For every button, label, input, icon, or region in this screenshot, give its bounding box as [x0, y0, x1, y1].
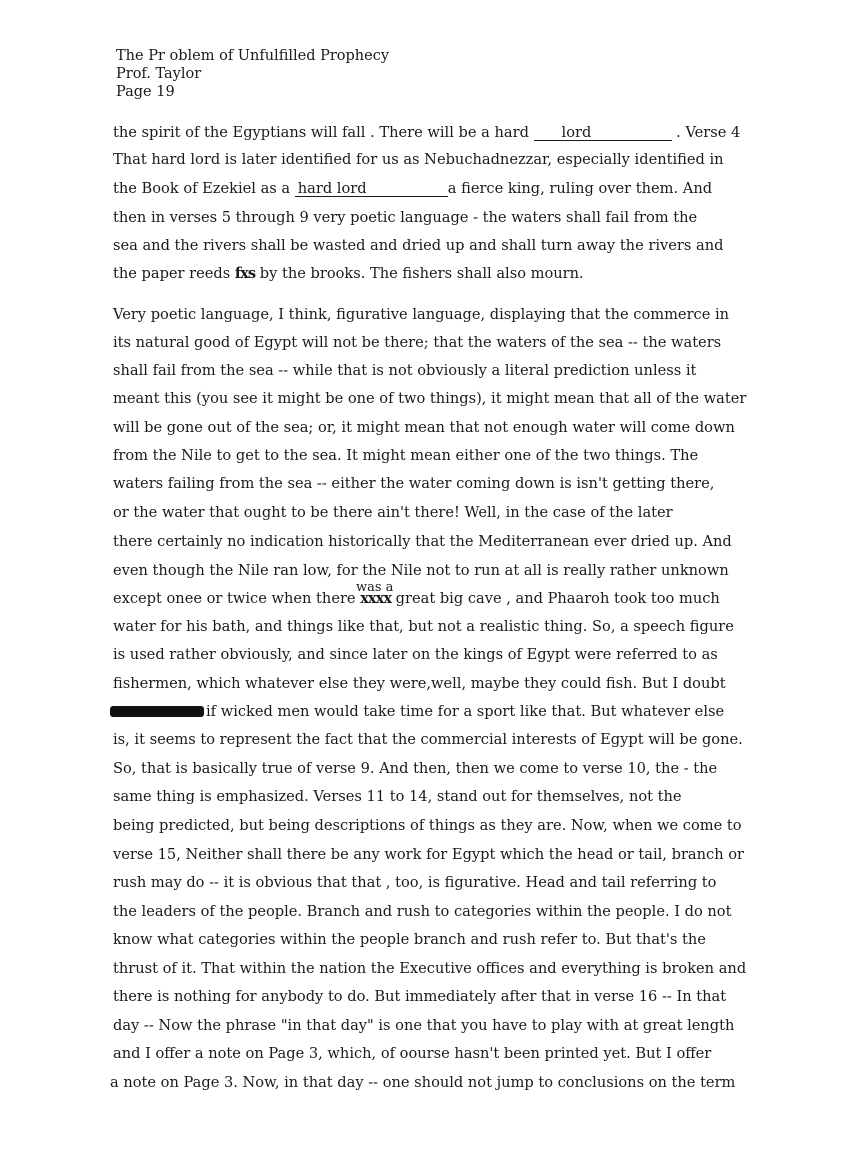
author-name: Prof. Taylor: [116, 66, 202, 82]
text-line: shall fail from the sea -- while that is not obviously a literal prediction unless it: [113, 362, 697, 379]
text-line: there certainly no indication historically that the Mediterranean ever dried up. And: [113, 533, 732, 550]
text-line: So, that is basically true of verse 9. And then, then we come to verse 10, the - the: [113, 760, 718, 777]
text-line: waters failing from the sea -- either the water coming down is isn't getting there,: [113, 475, 715, 492]
text-segment: great big cave , and Phaaroh took too much: [391, 590, 720, 607]
text-segment: the paper reeds: [113, 265, 235, 282]
text-line: is used rather obviously, and since later on the kings of Egypt were referred to as: [113, 646, 718, 663]
text-line: meant this (you see it might be one of two things), it might mean that all of the water: [113, 390, 747, 407]
text-line: verse 15, Neither shall there be any work for Egypt which the head or tail, branch or: [113, 846, 744, 863]
fill-in-blank: hard lord: [295, 181, 448, 197]
text-line: [113, 124, 740, 142]
text-segment: . Verse 4: [671, 124, 741, 141]
text-line: even though the Nile ran low, for the Nile not to run at all is really rather unknown: [113, 562, 729, 579]
text-line: [113, 180, 712, 198]
page-number: Page 19: [116, 84, 175, 100]
text-line: or the water that ought to be there ain't there! Well, in the case of the later: [113, 504, 673, 521]
text-line: same thing is emphasized. Verses 11 to 14, stand out for themselves, not the: [113, 788, 682, 805]
text-line: from the Nile to get to the sea. It might mean either one of the two things. The: [113, 447, 699, 464]
page-header: [116, 47, 389, 101]
text-line: is, it seems to represent the fact that the commercial interests of Egypt will be gone.: [113, 731, 743, 748]
text-line: [110, 703, 724, 721]
handwritten-insertion: was a: [356, 580, 394, 595]
redaction-mark: [110, 706, 204, 717]
text-line: sea and the rivers shall be wasted and dried up and shall turn away the rivers and: [113, 237, 724, 254]
text-segment: except onee or twice when there: [113, 590, 361, 607]
text-line: Very poetic language, I think, figurative language, displaying that the commerce in: [113, 306, 730, 323]
text-line: That hard lord is later identified for us as Nebuchadnezzar, especially identified in: [113, 151, 724, 168]
text-line: being predicted, but being descriptions of things as they are. Now, when we come to: [113, 817, 742, 834]
text-line: fishermen, which whatever else they were,well, maybe they could fish. But I doubt: [113, 675, 726, 692]
fill-in-blank: lord: [534, 125, 672, 141]
text-line: a note on Page 3. Now, in that day -- one should not jump to conclusions on the term: [110, 1074, 736, 1091]
text-line: water for his bath, and things like that, but not a realistic thing. So, a speech figure: [113, 618, 734, 635]
text-line: will be gone out of the sea; or, it might mean that not enough water will come down: [113, 419, 735, 436]
text-line: [113, 580, 720, 608]
text-line: the leaders of the people. Branch and rush to categories within the people. I do not: [113, 903, 732, 920]
text-line: thrust of it. That within the nation the Executive offices and everything is broken and: [113, 960, 747, 977]
text-segment: by the brooks. The fishers shall also mourn.: [255, 265, 584, 282]
text-line: its natural good of Egypt will not be there; that the waters of the sea -- the waters: [113, 334, 722, 351]
text-segment: the spirit of the Egyptians will fall . There will be a hard: [113, 124, 534, 141]
text-line: then in verses 5 through 9 very poetic language - the waters shall fail from the: [113, 209, 698, 226]
struck-out-text: fxs: [234, 265, 256, 282]
text-segment: the Book of Ezekiel as a: [113, 180, 295, 197]
text-line: rush may do -- it is obvious that that , too, is figurative. Head and tail referring to: [113, 874, 717, 891]
text-line: know what categories within the people branch and rush refer to. But that's the: [113, 931, 706, 948]
struck-out-text: xxxx: [360, 590, 392, 607]
document-title: The Pr oblem of Unfulfilled Prophecy: [116, 48, 390, 64]
text-line: there is nothing for anybody to do. But immediately after that in verse 16 -- In that: [113, 988, 727, 1005]
text-line: day -- Now the phrase "in that day" is one that you have to play with at great length: [113, 1017, 735, 1034]
text-segment: if wicked men would take time for a sport like that. But whatever else: [206, 703, 725, 720]
text-segment: a fierce king, ruling over them. And: [447, 180, 713, 197]
text-line: and I offer a note on Page 3, which, of oourse hasn't been printed yet. But I offer: [113, 1045, 712, 1062]
text-line: [113, 265, 584, 283]
